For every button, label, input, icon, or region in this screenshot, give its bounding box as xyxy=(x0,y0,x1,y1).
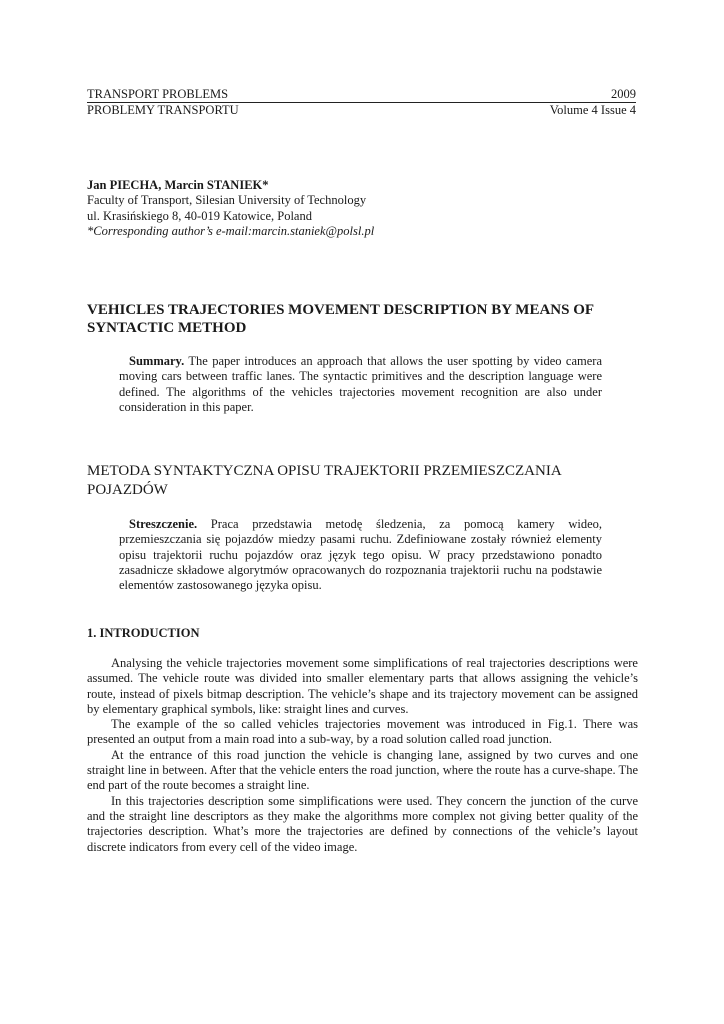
body-paragraph: At the entrance of this road junction the vehicle is changing lane, assigned by two curves and one straight line in between. After that the vehicle enters the road junction, where the route has a curve-shape. The end part of the route becomes a straight line. xyxy=(87,747,638,793)
summary-en-lead: Summary. xyxy=(129,354,185,368)
journal-volume: Volume 4 Issue 4 xyxy=(549,103,636,117)
body-paragraph: In this trajectories description some simplifications were used. They concern the junction of the curve and the straight line descriptors as they make the algorithms more complex not giving better quality of the trajectories description. What’s more the trajectories are defined by connections of the vehicle’s layout discrete indicators from every cell of the video image. xyxy=(87,793,638,854)
summary-en xyxy=(119,354,602,415)
author-affiliation: Faculty of Transport, Silesian University of Technology xyxy=(87,193,367,208)
author-address: ul. Krasińskiego 8, 40-019 Katowice, Poland xyxy=(87,208,312,223)
body-paragraph: Analysing the vehicle trajectories movement some simplifications of real trajectories descriptions were assumed. The vehicle route was divided into smaller elementary parts that allows assigning the vehicle’s route, instead of pixels bitmap description. The vehicle’s shape and its trajectory movement can be assigned by elementary graphical symbols, like: straight lines and curves. xyxy=(87,656,638,716)
summary-pl xyxy=(119,517,602,593)
summary-en-text: The paper introduces an approach that allows the user spotting by video camera moving cars between traffic lanes. The syntactic primitives and the description language were defined. The algorithms of the vehicles trajectories movement recognition are also under consideration in this paper. xyxy=(119,354,602,414)
author-email: *Corresponding author’s e-mail:marcin.staniek@polsl.pl xyxy=(87,223,375,238)
body-text xyxy=(87,656,638,855)
author-block xyxy=(87,178,636,239)
running-header xyxy=(87,87,636,118)
paper-title-pl: METODA SYNTAKTYCZNA OPISU TRAJEKTORII PRZEMIESZCZANIA POJAZDÓW xyxy=(87,463,561,498)
summary-pl-lead: Streszczenie. xyxy=(129,517,198,531)
author-names: Jan PIECHA, Marcin STANIEK* xyxy=(87,178,269,192)
journal-name-en: TRANSPORT PROBLEMS xyxy=(87,87,229,101)
header-row-1 xyxy=(87,87,636,103)
journal-name-pl: PROBLEMY TRANSPORTU xyxy=(87,103,239,117)
summary-pl-text: Praca przedstawia metodę śledzenia, za pomocą kamery wideo, przemieszczania się pojazdów miedzy pasami ruchu. Zdefiniowane zostały również elementy opisu trajektorii ruchu pojazdów oraz język tego opisu. W pracy przedstawiono ponadto zasadnicze składowe algorytmów opracowanych do rozpoznania trajektorii ruchu na podstawie elementów zastosowanego języka opisu. xyxy=(119,517,602,593)
body-paragraph: The example of the so called vehicles trajectories movement was introduced in Fig.1. There was presented an output from a main road into a sub-way, by a road solution called road junction. xyxy=(87,717,638,747)
journal-year: 2009 xyxy=(611,87,636,101)
section-heading: 1. INTRODUCTION xyxy=(87,626,200,640)
paper-title-en: VEHICLES TRAJECTORIES MOVEMENT DESCRIPTION BY MEANS OF SYNTACTIC METHOD xyxy=(87,302,594,336)
header-row-2 xyxy=(87,103,636,118)
